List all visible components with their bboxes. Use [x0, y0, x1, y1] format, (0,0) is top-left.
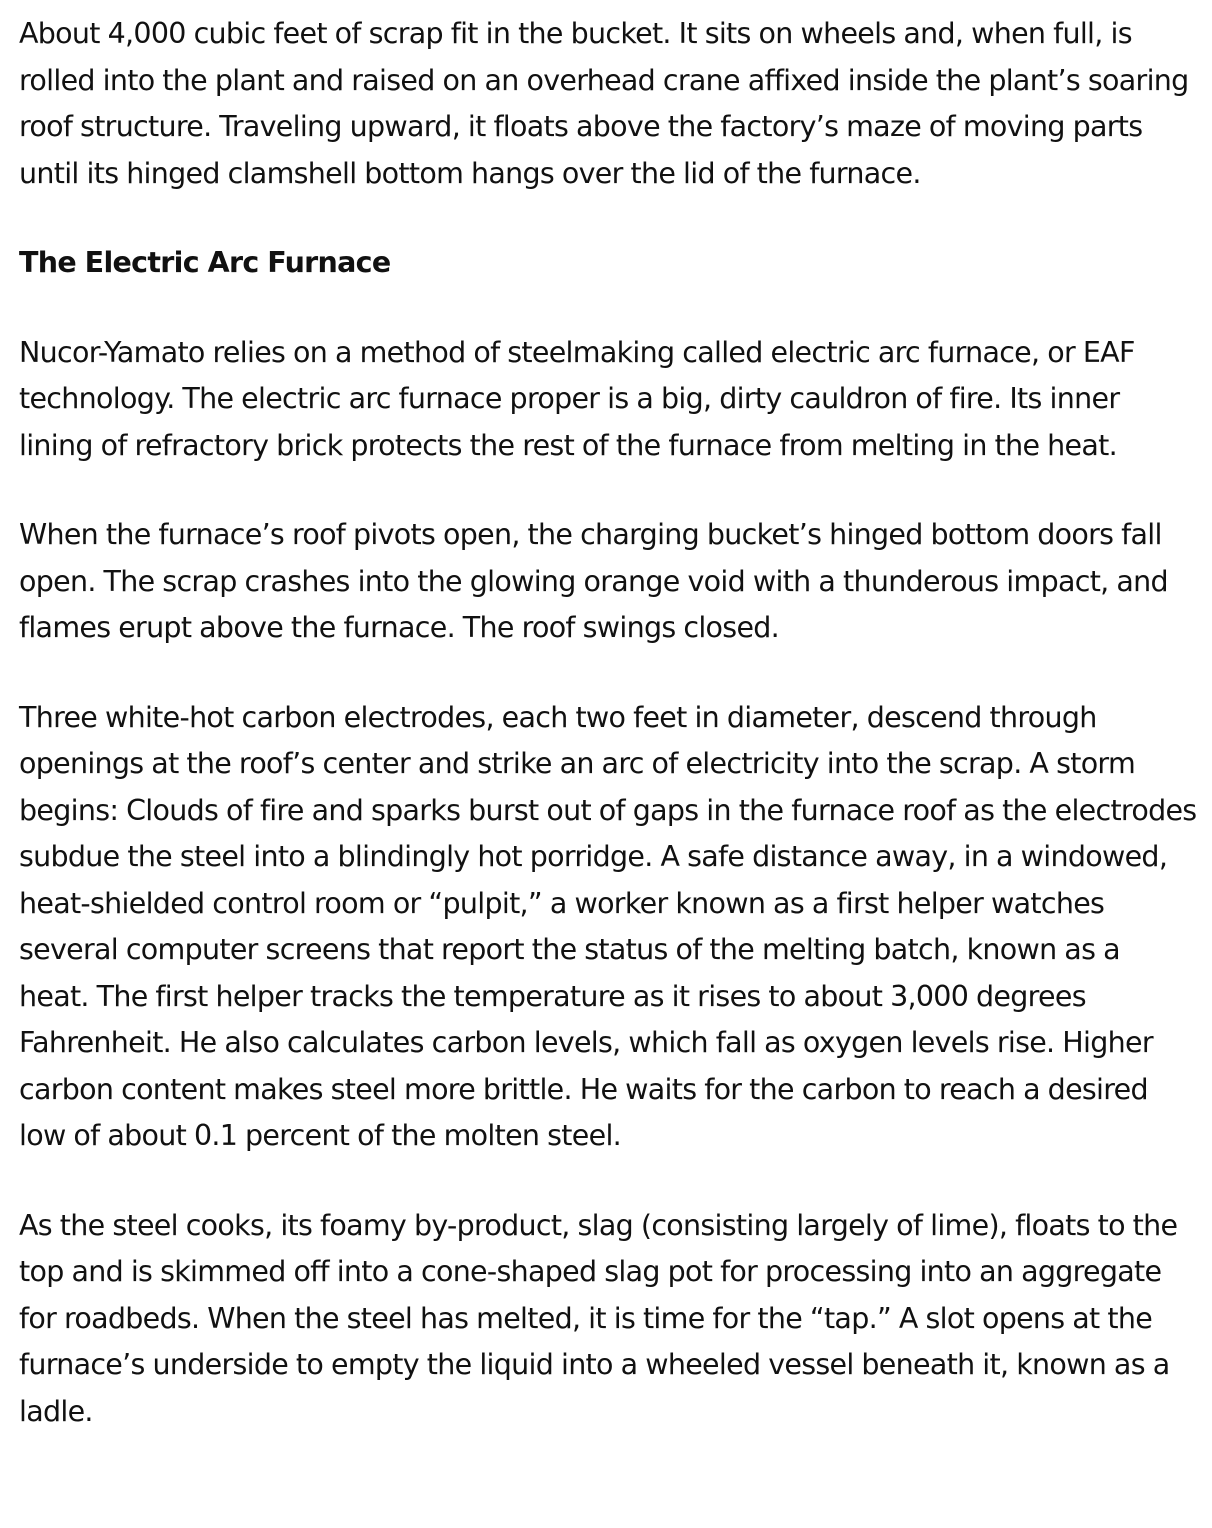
paragraph-electrodes: Three white-hot carbon electrodes, each two feet in diameter, descend through openings at the roof’s center and strike an arc of electricity into the scrap. A storm begins: Clouds of fire and sparks burst out of gaps in the furnace roof as the electrodes subdue the steel into a blindingly hot porridge. A safe distance away, in a windowed, heat-shielded control room or “pulpit,” a worker known as a first helper watches several computer screens that report the status of the melting batch, known as a heat. The first helper tracks the temperature as it rises to about 3,000 degrees Fahrenheit. He also calculates carbon levels, which fall as oxygen levels rise. Higher carbon content makes steel more brittle. He waits for the carbon to reach a desired low of about 0.1 percent of the molten steel.	[19, 700, 1197, 1152]
paragraph-eaf-method: Nucor-Yamato relies on a method of steelmaking called electric arc furnace, or EAF technology. The electric arc furnace proper is a big, dirty cauldron of fire. Its inner lining of refractory brick protects the rest of the furnace from melting in the heat.	[19, 335, 1135, 462]
article-body	[19, 11, 1197, 1478]
paragraph-slag-tap: As the steel cooks, its foamy by-product, slag (consisting largely of lime), floats to the top and is skimmed off into a cone-shaped slag pot for processing into an aggregate for roadbeds. When the steel has melted, it is time for the “tap.” A slot opens at the furnace’s underside to empty the liquid into a wheeled vessel beneath it, known as a ladle.	[19, 1208, 1178, 1428]
paragraph-bucket: About 4,000 cubic feet of scrap fit in the bucket. It sits on wheels and, when full, is rolled into the plant and raised on an overhead crane affixed inside the plant’s soaring roof structure. Traveling upward, it floats above the factory’s maze of moving parts until its hinged clamshell bottom hangs over the lid of the furnace.	[19, 17, 1189, 190]
section-heading: The Electric Arc Furnace	[19, 246, 391, 279]
paragraph-charging: When the furnace’s roof pivots open, the charging bucket’s hinged bottom doors fall open. The scrap crashes into the glowing orange void with a thunderous impact, and flames erupt above the furnace. The roof swings closed.	[19, 518, 1168, 644]
